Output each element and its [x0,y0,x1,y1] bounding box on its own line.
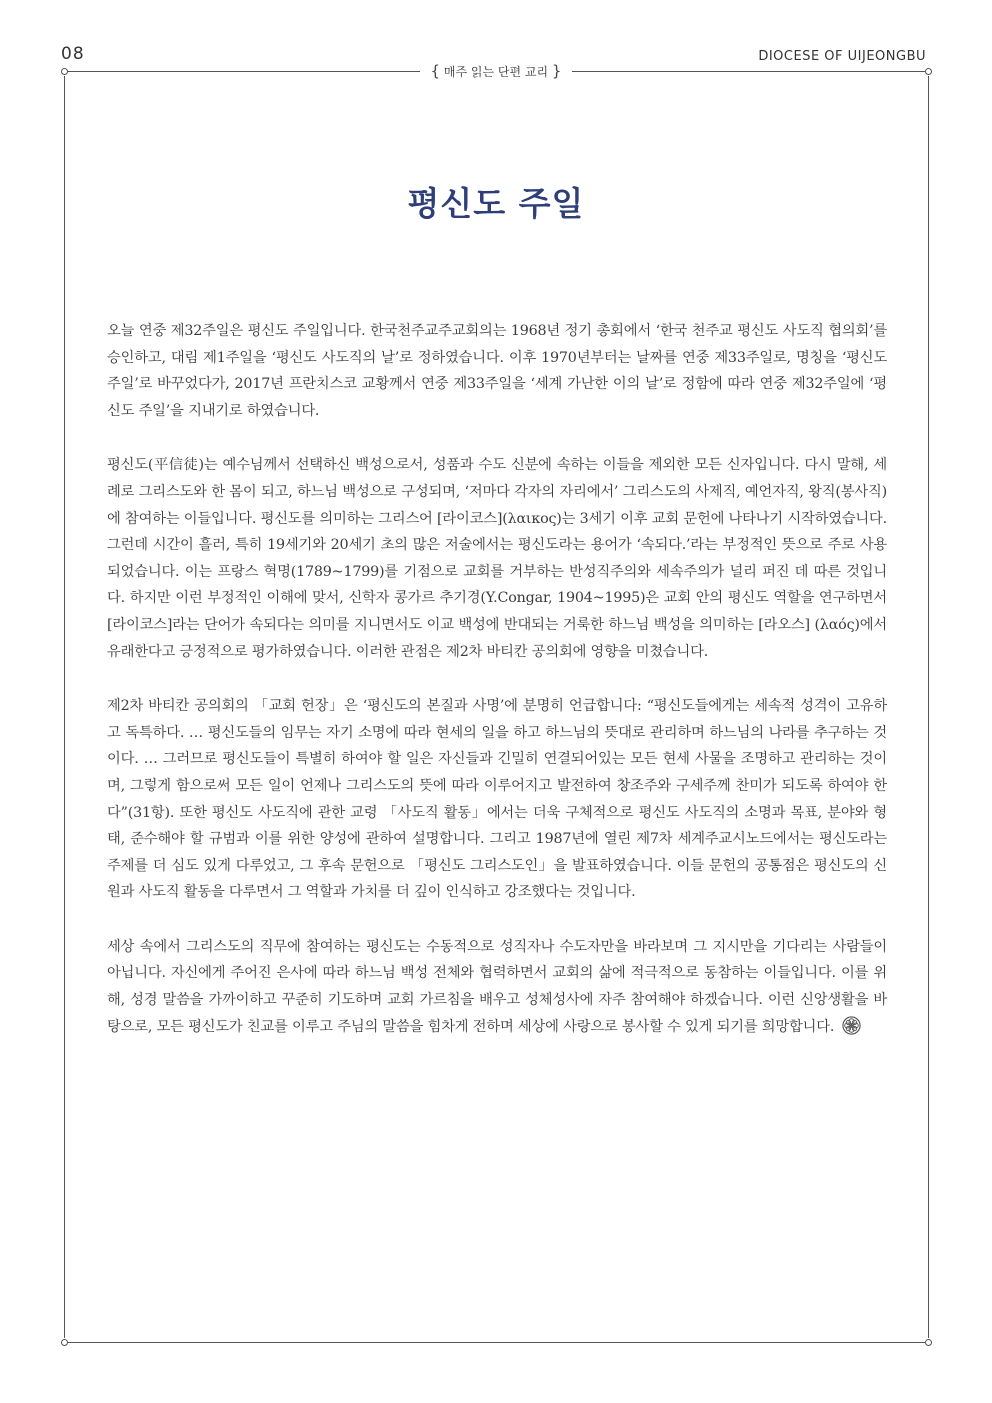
corner-dot-bottom-right [925,1339,932,1346]
paragraph-4-text: 세상 속에서 그리스도의 직무에 참여하는 평신도는 수동적으로 성직자나 수도자만을 바라보며 그 지시만을 기다리는 사람들이 아닙니다. 자신에게 주어진 은사에 따라 하느님 백성 전체와 협력하면서 교회의 삶에 적극적으로 동참하는 이들입니다. 이를 위해, 성경 말씀을 가까이하고 꾸준히 기도하며 교회 가르침을 배우고 성체성사에 자주 참여해야 하겠습니다. 이런 신앙생활을 바탕으로, 모든 평신도가 친교를 이루고 주님의 말씀을 힘차게 전하며 세상에 사랑으로 봉사할 수 있게 되기를 희망합니다. [107,938,887,1035]
right-rule [928,76,929,1338]
corner-dot-top-left [61,68,68,75]
page-number: 08 [61,44,85,64]
diocese-name: DIOCESE OF UIJEONGBU [758,49,926,64]
corner-dot-top-right [925,68,932,75]
page-title: 평신도 주일 [407,184,585,223]
series-label-text: 매주 읽는 단편 교리 [443,65,549,79]
left-rule [64,76,65,1338]
paragraph-4 [107,934,887,1044]
bottom-rule [68,1342,925,1343]
paragraph-3: 제2차 바티칸 공의회의 「교회 헌장」은 ‘평신도의 본질과 사명’에 분명히 언급합니다: “평신도들에게는 세속적 성격이 고유하고 독특하다. … 평신도들의 임무는 자기 소명에 따라 현세의 일을 하고 하느님의 뜻대로 관리하며 하느님의 나라를 추구하는 것이다. … 그러므로 평신도들이 특별히 하여야 할 일은 자신들과 긴밀히 연결되어있는 모든 현세 사물을 조명하고 관리하는 것이며, 그렇게 함으로써 모든 일이 언제나 그리스도의 뜻에 따라 이루어지고 발전하여 창조주와 구세주께 찬미가 되도록 하여야 한다”(31항). 또한 평신도 사도직에 관한 교령 「사도직 활동」에서는 더욱 구체적으로 평신도 사도직의 소명과 목표, 분야와 형태, 준수해야 할 규범과 이를 위한 양성에 관하여 설명합니다. 그리고 1987년에 열린 제7차 세계주교시노드에서는 평신도라는 주제를 더 심도 있게 다루었고, 그 후속 문헌으로 「평신도 그리스도인」을 발표하였습니다. 이들 문헌의 공통점은 평신도의 신원과 사도직 활동을 다루면서 그 역할과 가치를 더 깊이 인식하고 강조했다는 것입니다. [107,698,887,901]
rosette-end-icon [842,1016,861,1045]
paragraph-1: 오늘 연중 제32주일은 평신도 주일입니다. 한국천주교주교회의는 1968년 정기 총회에서 ‘한국 천주교 평신도 사도직 협의회’를 승인하고, 대림 제1주일을 ‘평신도 사도직의 날’로 정하였습니다. 이후 1970년부터는 날짜를 연중 제33주일로, 명칭을 ‘평신도 주일’로 바꾸었다가, 2017년 프란치스코 교황께서 연중 제33주일을 ‘세계 가난한 이의 날’로 정함에 따라 연중 제32주일에 ‘평신도 주일’을 지내기로 하였습니다. [107,323,887,419]
right-brace-icon: } [551,62,562,80]
left-brace-icon: { [430,62,441,80]
article-body [107,318,887,1072]
series-label [420,62,572,81]
paragraph-2: 평신도(平信徒)는 예수님께서 선택하신 백성으로서, 성품과 수도 신분에 속하는 이들을 제외한 모든 신자입니다. 다시 말해, 세례로 그리스도와 한 몸이 되고, 하느님 백성으로 구성되며, ‘저마다 각자의 자리에서’ 그리스도의 사제직, 예언자직, 왕직(봉사직)에 참여하는 이들입니다. 평신도를 의미하는 그리스어 [라이코스](λαικος)는 3세기 이후 교회 문헌에 나타나기 시작하였습니다. 그런데 시간이 흘러, 특히 19세기와 20세기 초의 많은 저술에서는 평신도라는 용어가 ‘속되다.’라는 부정적인 뜻으로 주로 사용되었습니다. 이는 프랑스 혁명(1789~1799)를 기점으로 교회를 거부하는 반성직주의와 세속주의가 널리 퍼진 데 따른 것입니다. 하지만 이런 부정적인 이해에 맞서, 신학자 콩가르 추기경(Y.Congar, 1904~1995)은 교회 안의 평신도 역할을 연구하면서 [라이코스]라는 단어가 속되다는 의미를 지니면서도 이교 백성에 반대되는 거룩한 하느님 백성을 의미하는 [라오스] (λαός)에서 유래한다고 긍정적으로 평가하였습니다. 이러한 관점은 제2차 바티칸 공의회에 영향을 미쳤습니다. [107,457,887,660]
corner-dot-bottom-left [61,1339,68,1346]
